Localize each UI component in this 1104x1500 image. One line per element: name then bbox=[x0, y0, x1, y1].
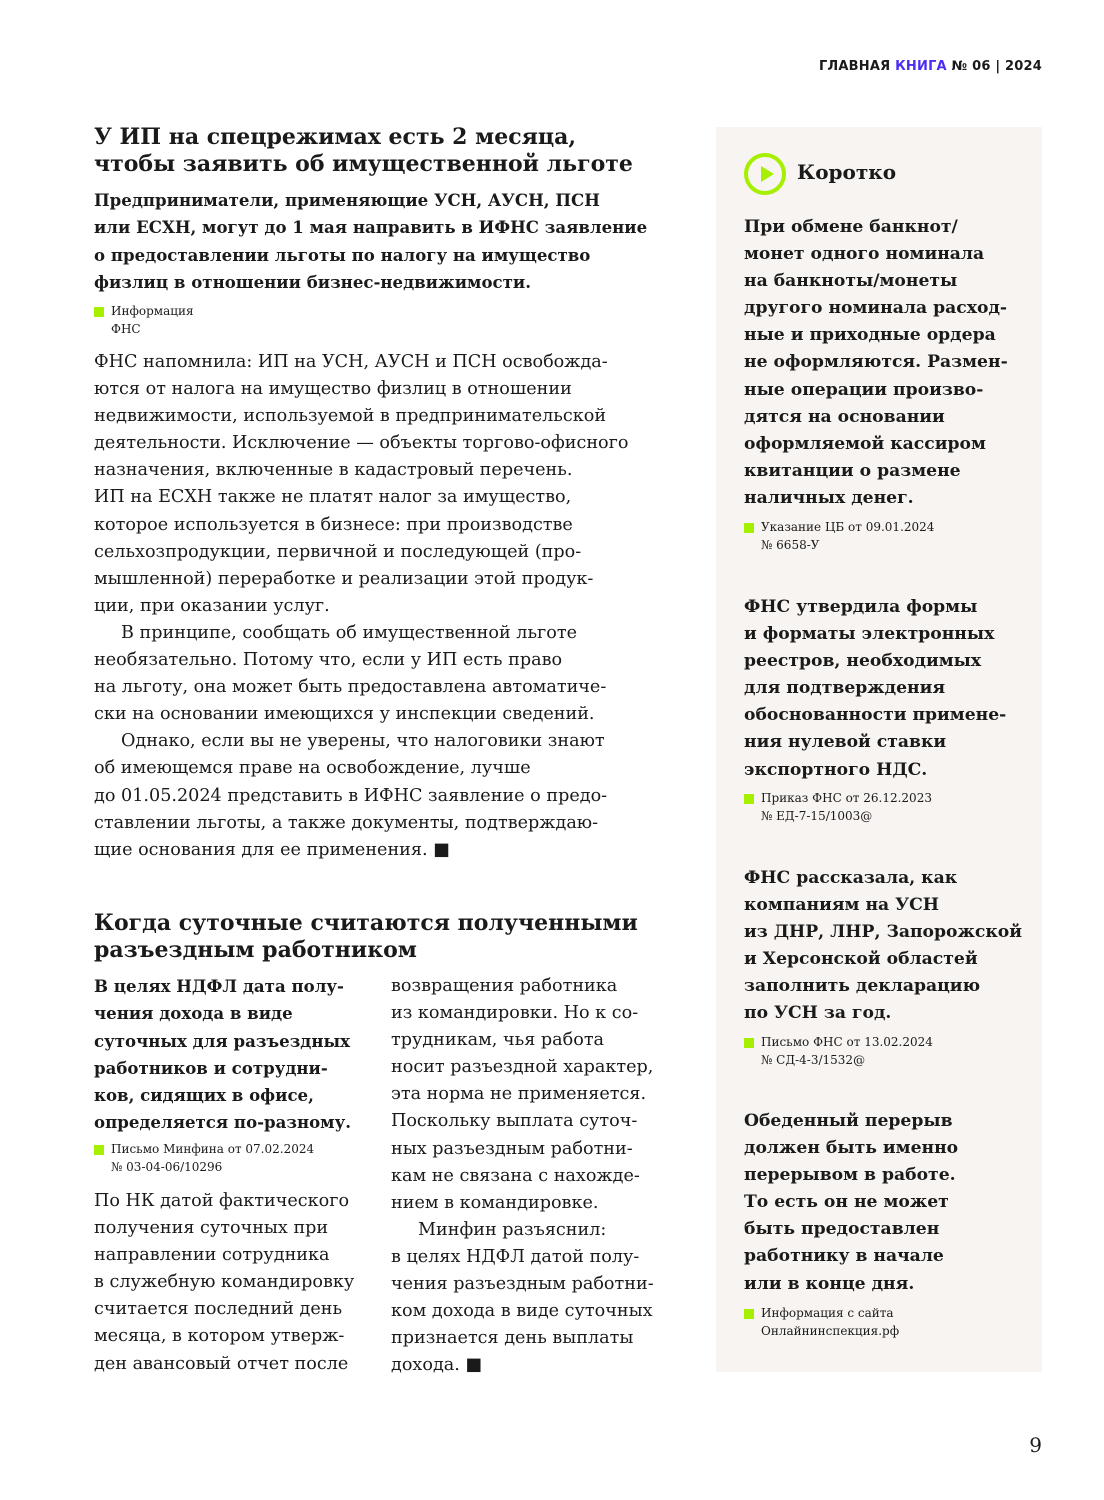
text-line: № 6658-У bbox=[761, 537, 820, 552]
source-text bbox=[761, 1034, 933, 1069]
brand-name-part1: ГЛАВНАЯ bbox=[818, 59, 891, 74]
source-marker-icon bbox=[744, 523, 754, 533]
text-line: в целях НДФЛ датой полу- bbox=[391, 1246, 640, 1267]
text-line: должен быть именно bbox=[744, 1138, 959, 1159]
text-line: по УСН за год. bbox=[744, 1003, 892, 1024]
source-text bbox=[111, 303, 194, 338]
text-line: месяца, в котором утверж- bbox=[94, 1326, 345, 1347]
text-line: реестров, необходимых bbox=[744, 651, 982, 672]
text-line: Письмо Минфина от 07.02.2024 bbox=[111, 1142, 315, 1156]
text-line: Минфин разъяснил: bbox=[418, 1219, 607, 1240]
text-line: № 03-04-06/10296 bbox=[111, 1159, 223, 1174]
text-line: ции, при оказании услуг. bbox=[94, 595, 330, 616]
text-line: или ЕСХН, могут до 1 мая направить в ИФНС заявление bbox=[94, 217, 648, 238]
text-line: носит разъездной характер, bbox=[391, 1057, 654, 1078]
text-line: до 01.05.2024 представить в ИФНС заявление о предо- bbox=[94, 785, 608, 806]
text-line: При обмене банкнот/ bbox=[744, 217, 958, 237]
text-line: получения суточных при bbox=[94, 1218, 329, 1239]
text-line: квитанции о размене bbox=[744, 460, 961, 481]
paragraph bbox=[94, 349, 628, 620]
text-line: на льготу, она может быть предоставлена автоматиче- bbox=[94, 677, 607, 698]
text-line: оформляемой кассиром bbox=[744, 433, 986, 454]
text-line: ные операции произво- bbox=[744, 379, 984, 400]
text-line: трудникам, чья работа bbox=[391, 1030, 605, 1051]
magazine-header bbox=[819, 59, 1042, 74]
brand-name-part2: КНИГА bbox=[895, 59, 947, 74]
text-line: быть предоставлен bbox=[744, 1219, 940, 1240]
paragraph bbox=[94, 620, 628, 728]
text-line: разъездным работником bbox=[94, 937, 417, 963]
source-text bbox=[761, 790, 932, 825]
text-line: Приказ ФНС от 26.12.2023 bbox=[761, 791, 932, 805]
text-line: Указание ЦБ от 09.01.2024 bbox=[761, 520, 935, 534]
text-line: чения разъездным работни- bbox=[391, 1274, 654, 1295]
text-line: То есть он не может bbox=[744, 1192, 949, 1213]
text-line: ком дохода в виде суточных bbox=[391, 1301, 653, 1322]
text-line: назначения, включенные в кадастровый перечень. bbox=[94, 460, 573, 481]
sidebar-item-text bbox=[744, 214, 1008, 512]
article1-title bbox=[94, 124, 633, 178]
article2-title bbox=[94, 910, 638, 964]
play-icon bbox=[744, 153, 786, 195]
text-line: Обеденный перерыв bbox=[744, 1111, 953, 1131]
article1-lead bbox=[94, 187, 647, 296]
text-line: признается день выплаты bbox=[391, 1328, 634, 1349]
text-line: № СД-4-3/1532@ bbox=[761, 1052, 866, 1067]
text-line: считается последний день bbox=[94, 1299, 343, 1320]
paragraph bbox=[94, 728, 628, 863]
text-line: и Херсонской областей bbox=[744, 949, 978, 970]
text-line: работников и сотрудни- bbox=[94, 1057, 328, 1078]
paragraph bbox=[391, 1217, 654, 1380]
source-marker-icon bbox=[94, 1145, 104, 1155]
text-line: ФНС рассказала, как bbox=[744, 868, 958, 888]
text-line: возвращения работника bbox=[391, 976, 618, 996]
text-line: ФНС утвердила формы bbox=[744, 597, 978, 617]
text-line: У ИП на спецрежимах есть 2 месяца, bbox=[94, 124, 577, 150]
text-line: В принципе, сообщать об имущественной льготе bbox=[121, 622, 577, 643]
text-line: Когда суточные считаются полученными bbox=[94, 910, 638, 936]
text-line: о предоставлении льготы по налогу на имущество bbox=[94, 244, 591, 265]
text-line: ков, сидящих в офисе, bbox=[94, 1085, 314, 1106]
text-line: сельхозпродукции, первичной и последующей (про- bbox=[94, 541, 582, 562]
sidebar-item-source bbox=[744, 1305, 899, 1340]
text-line: об имеющемся праве на освобождение, лучше bbox=[94, 758, 531, 779]
article2-source bbox=[94, 1141, 314, 1176]
text-line: физлиц в отношении бизнес-недвижимости. bbox=[94, 271, 531, 292]
source-text bbox=[111, 1141, 314, 1176]
text-line: перерывом в работе. bbox=[744, 1165, 956, 1186]
text-line: мышленной) переработке и реализации этой продук- bbox=[94, 568, 594, 589]
article2-body-left bbox=[94, 1188, 354, 1378]
text-line: ФНС bbox=[111, 321, 141, 336]
article1-source bbox=[94, 303, 194, 338]
sidebar-item-text bbox=[744, 865, 1022, 1028]
text-line: другого номинала расход- bbox=[744, 298, 1008, 319]
sidebar-item-source bbox=[744, 1034, 933, 1069]
text-line: деятельности. Исключение — объекты торгово-офисного bbox=[94, 433, 629, 454]
text-line: По НК датой фактического bbox=[94, 1191, 350, 1211]
source-marker-icon bbox=[744, 1038, 754, 1048]
text-line: и форматы электронных bbox=[744, 624, 995, 645]
text-line: ставлении льготы, а также документы, подтверждаю- bbox=[94, 812, 599, 833]
text-line: экспортного НДС. bbox=[744, 759, 928, 780]
text-line: ски на основании имеющихся у инспекции сведений. bbox=[94, 704, 595, 725]
text-line: ИП на ЕСХН также не платят налог за имущество, bbox=[94, 487, 572, 508]
text-line: ных разъездным работни- bbox=[391, 1138, 633, 1159]
sidebar-item-source bbox=[744, 790, 932, 825]
text-line: щие основания для ее применения. ■ bbox=[94, 839, 450, 860]
article1-body bbox=[94, 349, 628, 864]
text-line: для подтверждения bbox=[744, 678, 946, 699]
text-line: ные и приходные ордера bbox=[744, 325, 996, 346]
text-line: дохода. ■ bbox=[391, 1355, 483, 1376]
article2-lead bbox=[94, 973, 351, 1137]
text-line: чтобы заявить об имущественной льготе bbox=[94, 151, 633, 177]
text-line: недвижимости, используемой в предпринимательской bbox=[94, 406, 607, 427]
text-line: наличных денег. bbox=[744, 487, 914, 508]
text-line: необязательно. Потому что, если у ИП есть право bbox=[94, 650, 563, 671]
text-line: не оформляются. Размен- bbox=[744, 352, 1008, 373]
text-line: из командировки. Но к со- bbox=[391, 1003, 639, 1024]
source-marker-icon bbox=[744, 794, 754, 804]
source-text bbox=[761, 1305, 899, 1340]
sidebar-title: Коротко bbox=[797, 160, 897, 184]
text-line: Онлайнинспекция.рф bbox=[761, 1323, 900, 1338]
sidebar-item-text bbox=[744, 594, 1006, 784]
text-line: Предприниматели, применяющие УСН, АУСН, ПСН bbox=[94, 190, 600, 210]
text-line: из ДНР, ЛНР, Запорожской bbox=[744, 922, 1022, 943]
paragraph bbox=[391, 973, 654, 1217]
text-line: Письмо ФНС от 13.02.2024 bbox=[761, 1035, 933, 1049]
text-line: ются от налога на имущество физлиц в отношении bbox=[94, 379, 572, 400]
text-line: дятся на основании bbox=[744, 406, 945, 427]
issue-number: № 06 | 2024 bbox=[951, 59, 1042, 74]
text-line: Поскольку выплата суточ- bbox=[391, 1111, 638, 1132]
text-line: В целях НДФЛ дата полу- bbox=[94, 976, 344, 996]
sidebar-item-text bbox=[744, 1108, 958, 1298]
text-line: заполнить декларацию bbox=[744, 976, 981, 997]
text-line: ния нулевой ставки bbox=[744, 732, 947, 753]
text-line: монет одного номинала bbox=[744, 244, 985, 265]
text-line: ден авансовый отчет после bbox=[94, 1353, 349, 1374]
text-line: компаниям на УСН bbox=[744, 895, 940, 916]
text-line: обоснованности примене- bbox=[744, 705, 1007, 726]
text-line: кам не связана с нахожде- bbox=[391, 1165, 640, 1186]
text-line: ФНС напомнила: ИП на УСН, АУСН и ПСН освобожда- bbox=[94, 352, 608, 372]
text-line: Однако, если вы не уверены, что налоговики знают bbox=[121, 731, 605, 752]
article2-body-right bbox=[391, 973, 654, 1379]
text-line: работнику в начале bbox=[744, 1246, 944, 1267]
text-line: определяется по-разному. bbox=[94, 1112, 352, 1133]
text-line: нием в командировке. bbox=[391, 1192, 599, 1213]
source-marker-icon bbox=[94, 307, 104, 317]
text-line: или в конце дня. bbox=[744, 1273, 915, 1294]
text-line: направлении сотрудника bbox=[94, 1245, 330, 1266]
page-number: 9 bbox=[1029, 1433, 1042, 1457]
text-line: Информация с сайта bbox=[761, 1306, 894, 1320]
sidebar-item-source bbox=[744, 519, 934, 554]
text-line: Информация bbox=[111, 304, 194, 318]
text-line: суточных для разъездных bbox=[94, 1030, 351, 1051]
source-marker-icon bbox=[744, 1309, 754, 1319]
text-line: в служебную командировку bbox=[94, 1272, 355, 1293]
text-line: эта норма не применяется. bbox=[391, 1084, 647, 1105]
text-line: которое используется в бизнесе: при производстве bbox=[94, 514, 573, 535]
text-line: на банкноты/монеты bbox=[744, 271, 958, 292]
source-text bbox=[761, 519, 934, 554]
text-line: чения дохода в виде bbox=[94, 1003, 293, 1024]
text-line: № ЕД-7-15/1003@ bbox=[761, 808, 873, 823]
